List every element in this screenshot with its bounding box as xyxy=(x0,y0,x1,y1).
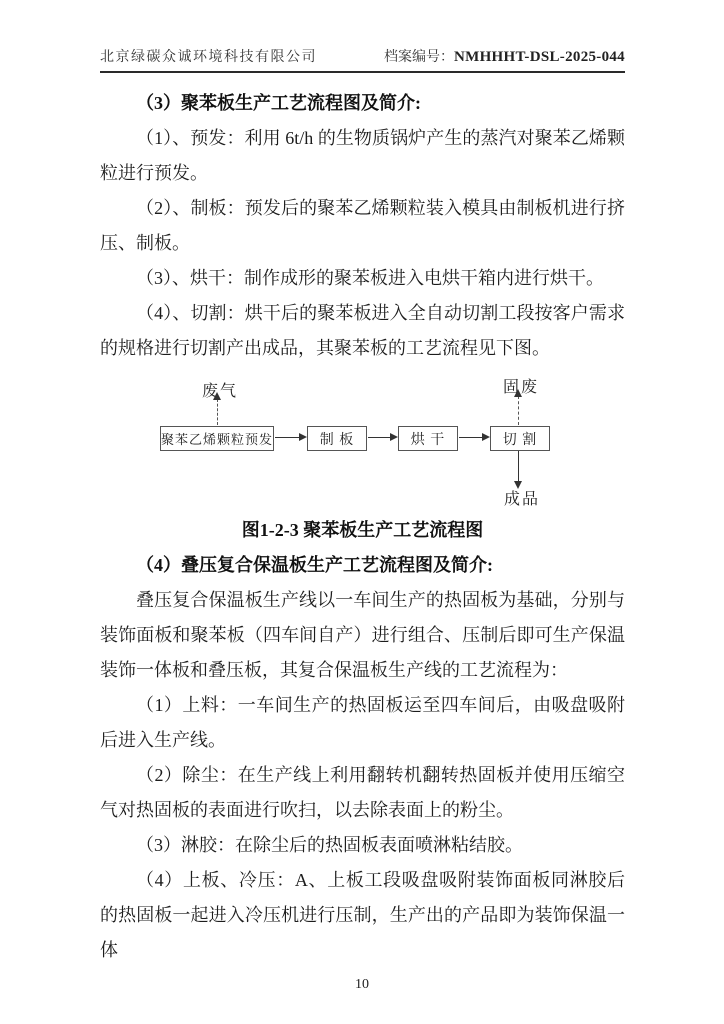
paragraph-board-making: （2）、制板：预发后的聚苯乙烯颗粒装入模具由制板机进行挤压、制板。 xyxy=(100,198,625,253)
header-company-name: 北京绿碳众诚环境科技有限公司 xyxy=(100,50,317,65)
section-heading-polystyrene-board: （3）聚苯板生产工艺流程图及简介: xyxy=(136,93,421,113)
page-header xyxy=(100,46,625,73)
document-body xyxy=(100,86,625,968)
page-footer xyxy=(0,977,724,993)
flow-box-pre-expansion: 聚苯乙烯颗粒预发 xyxy=(160,426,274,451)
waste-gas-dashed-arrow xyxy=(217,399,218,425)
flow-box-drying: 烘 干 xyxy=(398,426,458,451)
section-heading-laminated-board: （4）叠压复合保温板生产工艺流程图及简介: xyxy=(136,555,493,575)
product-arrow xyxy=(518,451,519,482)
paragraph-laminated-intro: 叠压复合保温板生产线以一车间生产的热固板为基础，分别与装饰面板和聚苯板（四车间自产）进行组合、压制后即可生产保温装饰一体板和叠压板，其复合保温板生产线的工艺流程为： xyxy=(100,590,625,680)
paragraph-drying: （3）、烘干：制作成形的聚苯板进入电烘干箱内进行烘干。 xyxy=(136,268,604,288)
paragraph-cold-pressing: （4）上板、冷压：A、上板工段吸盘吸附装饰面板同淋胶后的热固板一起进入冷压机进行压制，生产出的产品即为装饰保温一体 xyxy=(100,870,625,960)
process-flow-diagram xyxy=(100,366,625,513)
flow-arrow-3 xyxy=(459,437,488,438)
flow-arrow-2 xyxy=(368,437,396,438)
waste-gas-label: 废气 xyxy=(202,383,239,400)
flow-arrow-1 xyxy=(275,437,305,438)
paragraph-cutting: （4）、切割：烘干后的聚苯板进入全自动切割工段按客户需求的规格进行切割产出成品，其聚苯板的工艺流程见下图。 xyxy=(100,303,625,358)
paragraph-pre-expansion: （1）、预发：利用 6t/h 的生物质锅炉产生的蒸汽对聚苯乙烯颗粒进行预发。 xyxy=(100,128,625,183)
solid-waste-label: 固废 xyxy=(503,379,540,396)
doc-number-label: 档案编号： xyxy=(384,50,454,65)
doc-number-value: NMHHHT-DSL-2025-044 xyxy=(454,49,625,65)
header-doc-number-group xyxy=(384,46,625,66)
figure-caption: 图1-2-3 聚苯板生产工艺流程图 xyxy=(241,520,484,540)
flow-box-board-making: 制 板 xyxy=(307,426,367,451)
solid-waste-dashed-arrow xyxy=(518,396,519,425)
flow-box-cutting: 切 割 xyxy=(490,426,550,451)
paragraph-dust-removal: （2）除尘：在生产线上利用翻转机翻转热固板并使用压缩空气对热固板的表面进行吹扫，以去除表面上的粉尘。 xyxy=(100,765,625,820)
page-number: 10 xyxy=(355,977,369,992)
product-label: 成品 xyxy=(504,491,541,508)
paragraph-glue-spraying: （3）淋胶：在除尘后的热固板表面喷淋粘结胶。 xyxy=(136,835,523,855)
paragraph-loading: （1）上料：一车间生产的热固板运至四车间后，由吸盘吸附后进入生产线。 xyxy=(100,695,625,750)
